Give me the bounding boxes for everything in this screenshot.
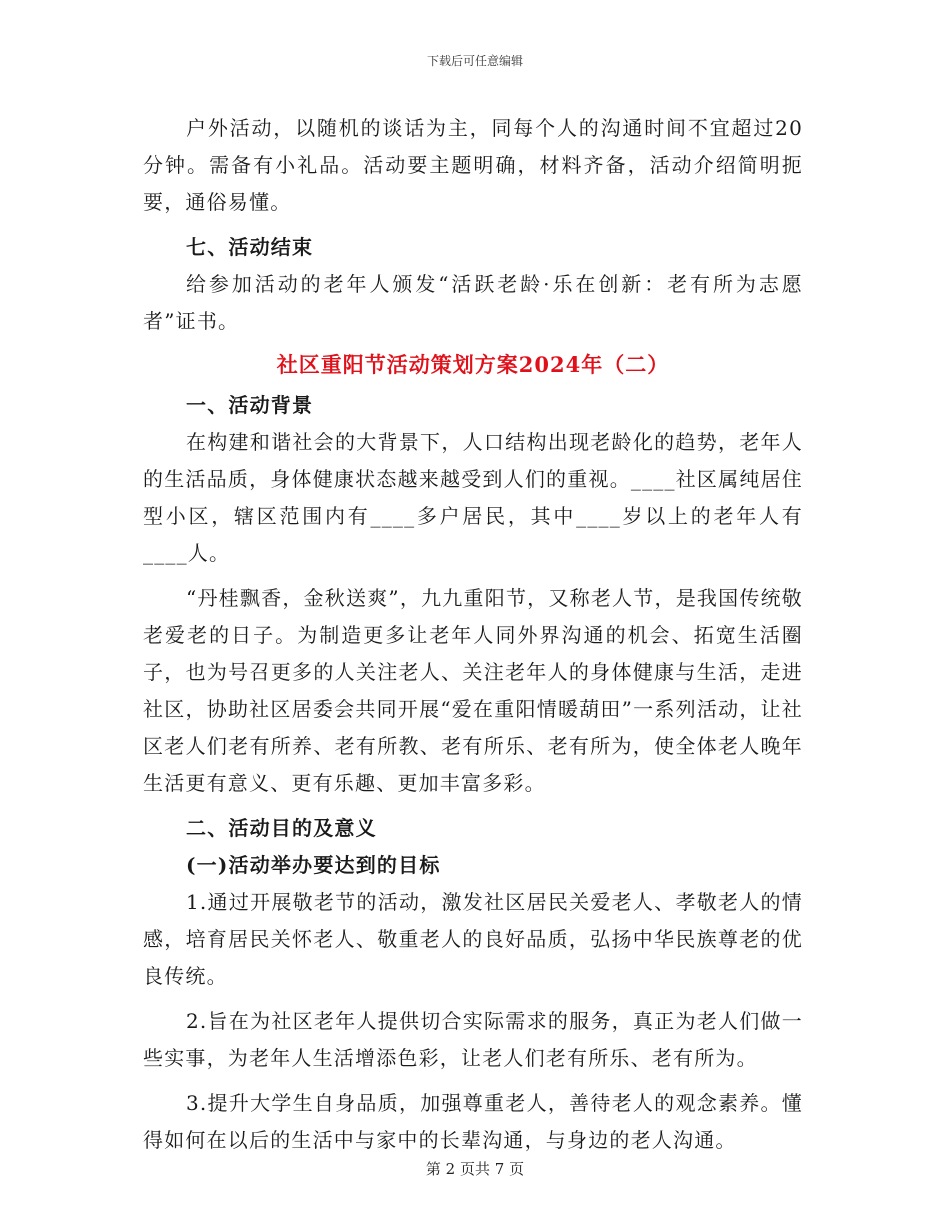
list-item: 2.旨在为社区老年人提供切合实际需求的服务，真正为老人们做一些实事，为老年人生活增添色彩，让老人们老有所乐、老有所为。 xyxy=(143,1009,803,1070)
paragraph: “丹桂飘香，金秋送爽”，九九重阳节，又称老人节，是我国传统敬老爱老的日子。为制造更多让老年人同外界沟通的机会、拓宽生活圈子，也为号召更多的人关注老人、关注老年人的身体健康与生活，走进社区，协助社区居委会共同开展“爱在重阳情暖葫田”一系列活动，让社区老人们老有所养、老有所教、老有所乐、老有所为，使全体老人晚年生活更有意义、更有乐趣、更加丰富多彩。 xyxy=(143,586,803,795)
list-item: 1.通过开展敬老节的活动，激发社区居民关爱老人、孝敬老人的情感，培育居民关怀老人、敬重老人的良好品质，弘扬中华民族尊老的优良传统。 xyxy=(143,890,803,988)
page-footer: 第 2 页共 7 页 xyxy=(425,1160,525,1178)
paragraph: 给参加活动的老年人颁发“活跃老龄·乐在创新：老有所为志愿者”证书。 xyxy=(143,272,803,333)
paragraph: 户外活动，以随机的谈话为主，同每个人的沟通时间不宜超过20分钟。需备有小礼品。活动要主题明确，材料齐备，活动介绍简明扼要，通俗易懂。 xyxy=(143,116,803,214)
page-header: 下载后可任意编辑 xyxy=(426,54,523,68)
document-title: 社区重阳节活动策划方案2024年（二） xyxy=(276,352,670,377)
section-heading: 一、活动背景 xyxy=(186,393,314,417)
section-heading: 二、活动目的及意义 xyxy=(186,816,377,840)
list-item: 3.提升大学生自身品质，加强尊重老人，善待老人的观念素养。懂得如何在以后的生活中与家中的长辈沟通，与身边的老人沟通。 xyxy=(143,1091,803,1152)
document-body xyxy=(143,110,803,1159)
subsection-heading: (一)活动举办要达到的目标 xyxy=(186,853,441,877)
paragraph: 在构建和谐社会的大背景下，人口结构出现老龄化的趋势，老年人的生活品质，身体健康状态越来越受到人们的重视。____社区属纯居住型小区，辖区范围内有____多户居民，其中____岁以上的老年人有____人。 xyxy=(143,430,803,565)
section-heading: 七、活动结束 xyxy=(186,235,314,259)
